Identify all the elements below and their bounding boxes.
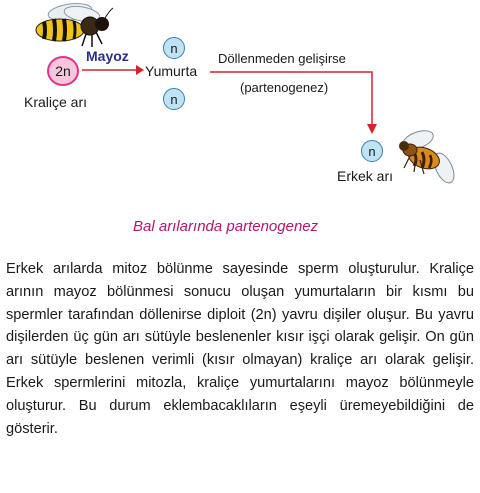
egg-cell-bottom-label: n bbox=[170, 91, 178, 107]
mayoz-arrow bbox=[82, 64, 144, 76]
drone-bee-icon bbox=[398, 128, 462, 190]
body-paragraph: Erkek arılarda mitoz bölünme sayesinde sperm oluşturulur. Kraliçe arının mayoz bölünmesi sonucu oluşan yumurtaların bir kısmı bu spermler tarafından döllenirse diploit (2n) yavru dişiler oluşur. Bu yavru dişilerden üç gün arı sütüyle beslenenler kısır işçi olarak gelişir. On gün arı sütüyle beslenen verimli (kısır olmayan) kraliçe arı olarak gelişir. Erkek spermlerini mitozla, kraliçe yumurtalarını mayoz bölünmeyle oluşturur. Bu durum eklembacaklıların eşeyli üremeyebildiğini de gösterir. bbox=[6, 261, 474, 437]
mayoz-label: Mayoz bbox=[86, 48, 129, 64]
figure-caption: Bal arılarında partenogenez bbox=[133, 218, 319, 235]
egg-cell-top bbox=[163, 37, 185, 59]
egg-cell-top-label: n bbox=[170, 40, 178, 56]
male-cell bbox=[361, 140, 383, 162]
queen-label: Kraliçe arı bbox=[24, 94, 88, 110]
path-sublabel: (partenogenez) bbox=[240, 80, 329, 95]
queen-cell-2n bbox=[47, 56, 79, 86]
male-cell-label: n bbox=[368, 143, 376, 159]
parthenogenesis-arrow bbox=[210, 66, 380, 136]
male-label: Erkek arı bbox=[337, 168, 394, 184]
egg-cell-bottom bbox=[163, 88, 185, 110]
queen-bee-icon bbox=[30, 2, 114, 52]
egg-label: Yumurta bbox=[145, 63, 198, 79]
queen-cell-label: 2n bbox=[55, 63, 71, 79]
path-label: Döllenmeden gelişirse bbox=[218, 51, 346, 66]
